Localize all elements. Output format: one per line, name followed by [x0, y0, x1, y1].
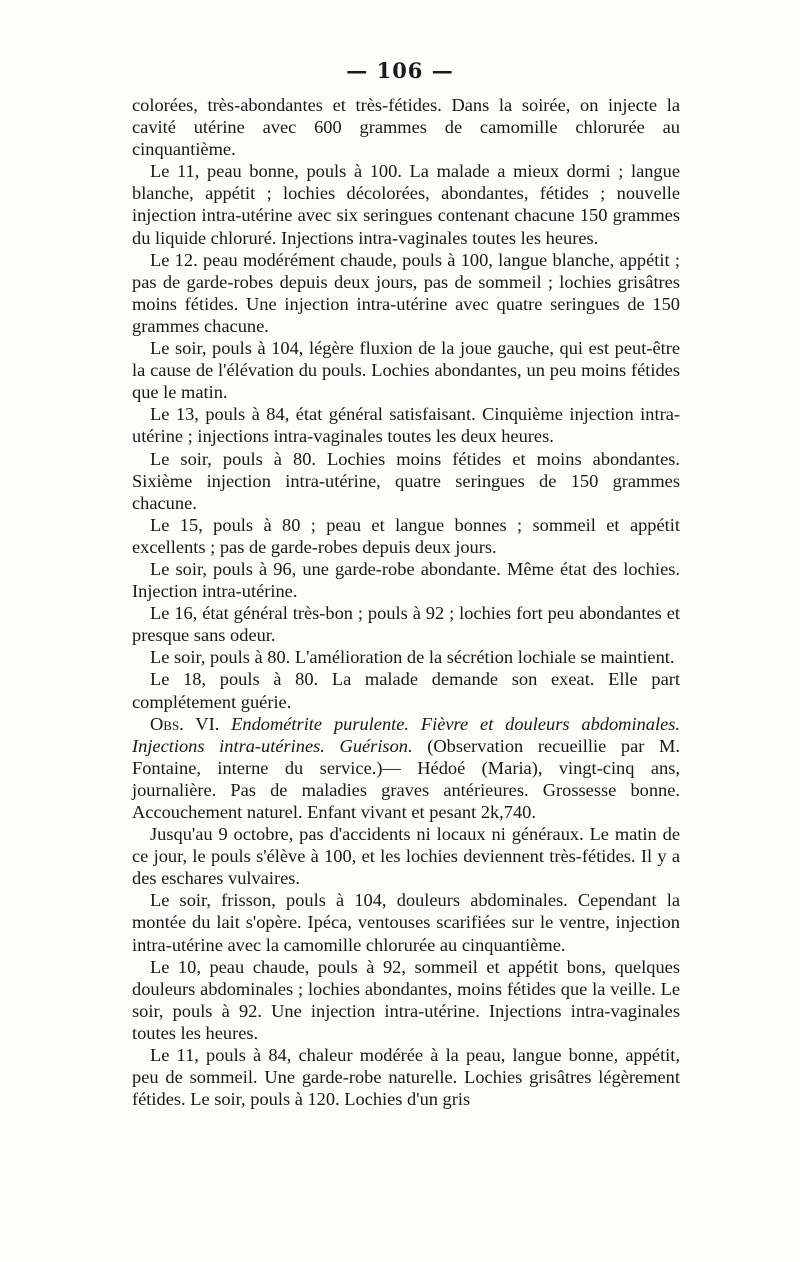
paragraph-october-9-evening: Le soir, frisson, pouls à 104, douleurs abdominales. Cependant la montée du lait s'opère. Ipéca, ventouses scarifiées sur le ventre, injection intra-utérine avec la camomille chlorurée au cinquantième.: [132, 890, 680, 955]
paragraph-october-11: Le 11, pouls à 84, chaleur modérée à la peau, langue bonne, appétit, peu de sommeil. Une garde-robe naturelle. Lochies grisâtres légèrement fétides. Le soir, pouls à 120. Lochies d'un gris: [132, 1045, 680, 1110]
paragraph-day-15: Le 15, pouls à 80 ; peau et langue bonnes ; sommeil et appétit excellents ; pas de garde-robes depuis deux jours.: [132, 514, 680, 557]
paragraph-day-11: Le 11, peau bonne, pouls à 100. La malade a mieux dormi ; langue blanche, appétit ; lochies décolorées, abondantes, fétides ; nouvelle injection intra-utérine avec six seringues contenant chacune 150 grammes du liquide chloruré. Injections intra-vaginales toutes les heures.: [132, 161, 680, 248]
paragraph-day-18: Le 18, pouls à 80. La malade demande son exeat. Elle part complétement guérie.: [132, 669, 680, 712]
observation-number: Obs. VI.: [150, 713, 220, 734]
body-text: [132, 94, 680, 1110]
observation-title: Endométrite purulente. Fièvre et douleurs abdominales. Injections intra-utérines. Guérison.: [132, 713, 680, 756]
observation-heading-paragraph: [132, 713, 680, 823]
paragraph-day-13-evening: Le soir, pouls à 80. Lochies moins fétides et moins abondantes. Sixième injection intra-utérine, quatre seringues de 150 grammes chacune.: [132, 448, 680, 513]
paragraph-day-15-evening: Le soir, pouls à 96, une garde-robe abondante. Même état des lochies. Injection intra-utérine.: [132, 558, 680, 602]
paragraph-day-16-evening: Le soir, pouls à 80. L'amélioration de la sécrétion lochiale se maintient.: [150, 647, 675, 668]
page-number: — 106 —: [346, 58, 454, 83]
paragraph-october-10: Le 10, peau chaude, pouls à 92, sommeil et appétit bons, quelques douleurs abdominales ; lochies abondantes, moins fétides que la veille. Le soir, pouls à 92. Une injection intra-utérine. Injections intra-vaginales toutes les heures.: [132, 956, 680, 1043]
paragraph-continuation: colorées, très-abondantes et très-fétides. Dans la soirée, on injecte la cavité utérine avec 600 grammes de camomille chlorurée au cinquantième.: [132, 95, 680, 160]
paragraph-day-13: Le 13, pouls à 84, état général satisfaisant. Cinquième injection intra-utérine ; injections intra-vaginales toutes les deux heures.: [132, 404, 680, 447]
paragraph-day-12-evening: Le soir, pouls à 104, légère fluxion de la joue gauche, qui est peut-être la cause de l'élévation du pouls. Lochies abondantes, un peu moins fétides que le matin.: [132, 338, 680, 403]
paragraph-day-12: Le 12. peau modérément chaude, pouls à 100, langue blanche, appétit ; pas de garde-robes depuis deux jours, pas de sommeil ; lochies grisâtres moins fétides. Une injection intra-utérine avec quatre seringues de 150 grammes chacune.: [132, 249, 680, 336]
paragraph-day-16: Le 16, état général très-bon ; pouls à 92 ; lochies fort peu abondantes et presque sans odeur.: [132, 603, 680, 646]
paragraph-october-9: Jusqu'au 9 octobre, pas d'accidents ni locaux ni généraux. Le matin de ce jour, le pouls s'élève à 100, et les lochies deviennent très-fétides. Il y a des eschares vulvaires.: [132, 824, 680, 889]
observation-intro: (Observation recueillie par M. Fontaine, interne du service.)— Hédoé (Maria), vingt-cinq ans, journalière. Pas de maladies graves antérieures. Grossesse bonne. Accouchement naturel. Enfant vivant et pesant 2k,740.: [132, 735, 680, 822]
